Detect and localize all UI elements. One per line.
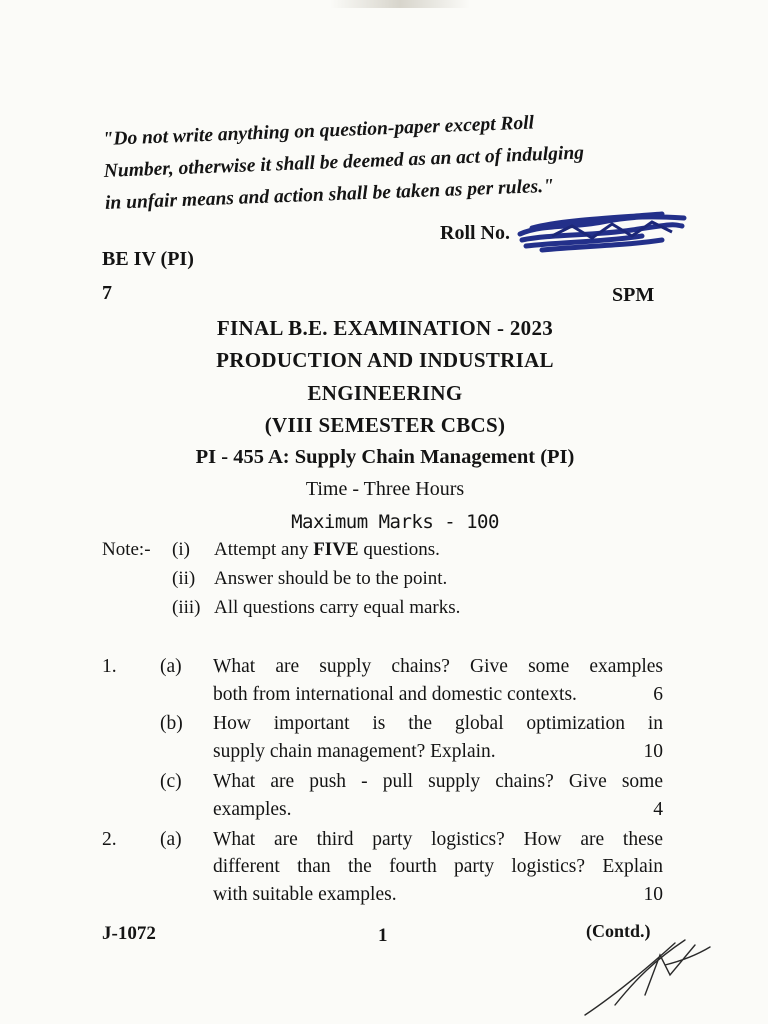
page-number: 1 bbox=[378, 925, 388, 946]
question-1a-line-2: both from international and domestic contexts. bbox=[213, 684, 577, 705]
invigilator-signature-icon bbox=[575, 935, 715, 1020]
question-1-number: 1. bbox=[102, 656, 117, 677]
note-1-number: (i) bbox=[172, 539, 190, 560]
note-2-text: Answer should be to the point. bbox=[214, 568, 448, 589]
question-2a-marks: 10 bbox=[643, 884, 663, 905]
roll-number-scribble-icon bbox=[512, 206, 692, 256]
question-1b-line-1: How important is the global optimization in bbox=[213, 713, 663, 734]
note-label: Note:- bbox=[102, 539, 151, 560]
top-edge-smudge bbox=[330, 0, 470, 8]
department-line-2: ENGINEERING bbox=[307, 381, 463, 405]
question-1a-marks: 6 bbox=[653, 684, 663, 705]
question-2a-line-2: different than the fourth party logistics? Explain bbox=[213, 856, 663, 877]
question-1c-marks: 4 bbox=[653, 799, 663, 820]
exam-duration: Time - Three Hours bbox=[305, 478, 465, 500]
question-1c-line-1: What are push - pull supply chains? Give some bbox=[213, 771, 663, 792]
note-1-text: Attempt any FIVE questions. bbox=[214, 539, 440, 560]
class-label: BE IV (PI) bbox=[102, 248, 194, 270]
warning-line-3: in unfair means and action shall be taken as per rules." bbox=[104, 175, 555, 214]
paper-number: 7 bbox=[102, 282, 112, 304]
question-1b-label: (b) bbox=[160, 713, 183, 734]
question-2-number: 2. bbox=[102, 829, 117, 850]
question-1b-marks: 10 bbox=[643, 741, 663, 762]
semester: (VIII SEMESTER CBCS) bbox=[264, 413, 506, 437]
note-3-number: (iii) bbox=[172, 597, 201, 618]
warning-line-2: Number, otherwise it shall be deemed as an act of indulging bbox=[103, 142, 585, 182]
exam-warning-notice bbox=[102, 102, 685, 220]
question-1a-label: (a) bbox=[160, 656, 182, 677]
note-2-number: (ii) bbox=[172, 568, 196, 589]
subject-code: SPM bbox=[612, 284, 655, 306]
continued-label: (Contd.) bbox=[586, 921, 651, 941]
question-2a-line-1: What are third party logistics? How are these bbox=[213, 829, 663, 850]
exam-title: FINAL B.E. EXAMINATION - 2023 bbox=[216, 316, 554, 340]
paper-code: J-1072 bbox=[102, 923, 156, 944]
warning-line-1: "Do not write anything on question-paper except Roll bbox=[102, 112, 535, 150]
question-1c-line-2: examples. bbox=[213, 799, 292, 820]
question-1b-line-2: supply chain management? Explain. bbox=[213, 741, 496, 762]
roll-number-label: Roll No. bbox=[440, 222, 510, 244]
note-3-text: All questions carry equal marks. bbox=[214, 597, 461, 618]
course-title: PI - 455 A: Supply Chain Management (PI) bbox=[195, 446, 575, 468]
maximum-marks: Maximum Marks - 100 bbox=[291, 511, 499, 533]
question-2a-line-3: with suitable examples. bbox=[213, 884, 397, 905]
department-line-1: PRODUCTION AND INDUSTRIAL bbox=[216, 348, 554, 372]
question-1a-line-1: What are supply chains? Give some examples bbox=[213, 656, 663, 677]
question-1c-label: (c) bbox=[160, 771, 182, 792]
question-2a-label: (a) bbox=[160, 829, 182, 850]
